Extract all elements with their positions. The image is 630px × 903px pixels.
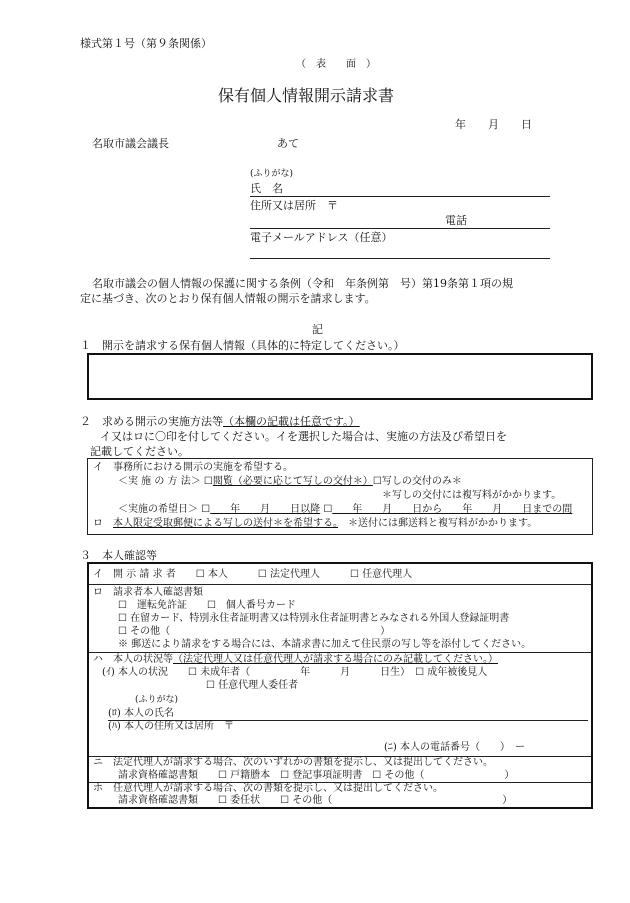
section1-input-box[interactable] [87, 353, 593, 400]
id-docs-line-3[interactable]: ☐ その他（ ） [118, 626, 391, 637]
principal-furigana: (ふりがな) [135, 695, 179, 705]
date-row: ＜実施の希望日＞ ☐ 年 月 日以降 ☐ 年 月 日から 年 月 日までの間 [118, 504, 573, 515]
principal-delegator-option[interactable]: ☐ 任意代理人委任者 [206, 680, 299, 691]
principal-phone-label: (ﾆ) 本人の電話番号（ ） ー [384, 742, 525, 753]
legal-rep-line-2[interactable]: 請求資格確認書類 ☐ 戸籍謄本 ☐ 登記事項証明書 ☐ その他（ ） [118, 770, 515, 781]
form-number: 様式第１号（第９条関係） [80, 37, 212, 50]
requester-email-label: 電子メールアドレス（任意） [250, 231, 393, 244]
legal-rep-line-1: ニ 法定代理人が請求する場合、次のいずれかの書類を提示し、又は提出してください。 [93, 757, 493, 768]
agent-line-2[interactable]: 請求資格確認書類 ☐ 委任状 ☐ その他（ ） [118, 795, 513, 806]
page-title: 保有個人情報開示請求書 [218, 86, 395, 105]
section2-note-2: 記載してください。 [90, 445, 189, 458]
id-docs-line-2[interactable]: ☐ 在留カード、特別永住者証明書又は特別永住者証明書とみなされる外国人登録証明書 [118, 613, 510, 624]
copy-fee-note: ＊写しの交付には複写料がかかります。 [382, 490, 562, 501]
divider-ro [89, 652, 591, 653]
id-docs-title: ロ 請求者本人確認書類 [93, 587, 203, 598]
section2-heading: ２ 求める開示の実施方法等（本欄の記載は任意です。） [80, 415, 360, 428]
requester-name-label: 氏 名 [250, 182, 283, 195]
requester-email-line [250, 258, 550, 259]
id-docs-line-1[interactable]: ☐ 運転免許証 ☐ 個人番号カード [118, 600, 296, 611]
principal-status-heading: ハ 本人の状況等（法定代理人又は任意代理人が請求する場合にのみ記載してください。） [93, 654, 498, 665]
id-docs-mail-note: ※ 郵送により請求をする場合には、本請求書に加えて住民票の写し等を添付してください。 [118, 639, 532, 650]
ki-label: 記 [312, 323, 323, 336]
requester-type-row[interactable]: イ 開 示 請 求 者 ☐ 本人 ☐ 法定代理人 ☐ 任意代理人 [93, 569, 413, 580]
intro-line-1: 名取市議会の個人情報の保護に関する条例（令和 年条例第 号）第19条第１項の規 [92, 277, 513, 290]
section3-heading: ３ 本人確認等 [80, 549, 157, 562]
divider-i [89, 584, 591, 585]
section1-heading: １ 開示を請求する保有個人情報（具体的に特定してください。） [80, 339, 405, 352]
addressee: 名取市議会議長 [92, 137, 169, 150]
date-line: 年 月 日 [455, 118, 532, 131]
option-i-label[interactable]: イ 事務所における開示の実施を希望する。 [93, 462, 293, 473]
agent-line-1: ホ 任意代理人が請求する場合、次の書類を提示し、又は提出してください。 [93, 783, 443, 794]
addressee-suffix: あて [277, 137, 299, 150]
section2-note-1: イ又はロに〇印を付してください。イを選択した場合は、実施の方法及び希望日を [100, 430, 507, 443]
requester-name-line [250, 196, 550, 197]
option-ro-row[interactable]: ロ 本人限定受取郵便による写しの送付＊を希望する。 ＊送付には郵送料と複写料がかかります。 [93, 518, 538, 529]
principal-address-label: (ﾊ) 本人の住所又は居所 〒 [108, 721, 234, 732]
requester-address-line [250, 228, 550, 229]
intro-line-2: 定に基づき、次のとおり保有個人情報の開示を請求します。 [80, 292, 376, 305]
principal-status-row[interactable]: (ｲ) 本人の状況 ☐ 未成年者（ 年 月 日生） ☐ 成年被後見人 [102, 667, 488, 678]
principal-name-label: (ﾛ) 本人の氏名 [108, 708, 174, 719]
side-label: （ 表 面 ） [296, 59, 376, 70]
requester-furigana: (ふりがな) [250, 169, 294, 179]
method-row: ＜実 施 の 方 法＞ ☐閲覧（必要に応じて写しの交付＊）☐写しの交付のみ＊ [118, 476, 462, 487]
requester-address-label: 住所又は居所 〒 [250, 199, 338, 212]
requester-phone-label: 電話 [445, 214, 467, 227]
